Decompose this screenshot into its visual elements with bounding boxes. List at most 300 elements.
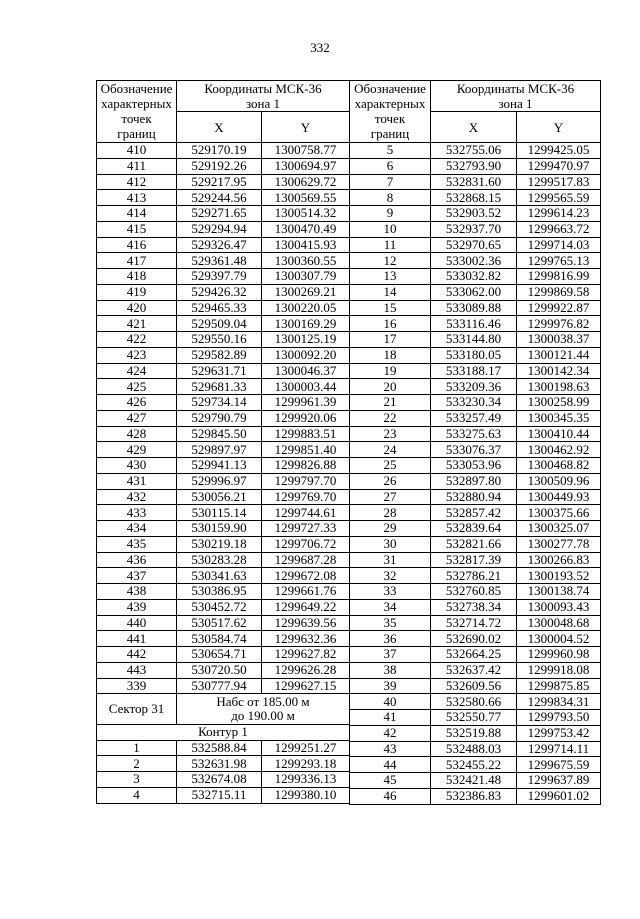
- table-row: [350, 694, 601, 710]
- y-value: 1299637.89: [517, 773, 601, 789]
- y-value: 1299744.61: [262, 505, 350, 521]
- y-value: 1299336.13: [262, 772, 350, 788]
- table-row: [97, 269, 350, 285]
- point-id: 17: [350, 332, 431, 348]
- table-row: [350, 347, 601, 363]
- x-value: 532714.72: [431, 615, 517, 631]
- point-id: 36: [350, 631, 431, 647]
- x-value: 532786.21: [431, 568, 517, 584]
- x-value: 532821.66: [431, 536, 517, 552]
- point-id: 21: [350, 395, 431, 411]
- point-id: 10: [350, 221, 431, 237]
- point-id: 442: [97, 647, 177, 663]
- y-value: 1300345.35: [517, 410, 601, 426]
- x-value: 530720.50: [177, 662, 262, 678]
- y-value: 1300269.21: [262, 284, 350, 300]
- point-id: 29: [350, 521, 431, 537]
- point-id: 428: [97, 426, 177, 442]
- x-value: 532637.42: [431, 662, 517, 678]
- y-value: 1299727.33: [262, 521, 350, 537]
- table-row: [350, 158, 601, 174]
- table-row: [97, 190, 350, 206]
- point-id: 39: [350, 678, 431, 694]
- table-row: [350, 379, 601, 395]
- x-value: 529996.97: [177, 473, 262, 489]
- point-id: 429: [97, 442, 177, 458]
- x-value: 533089.88: [431, 300, 517, 316]
- x-value: 530584.74: [177, 631, 262, 647]
- point-id: 433: [97, 505, 177, 521]
- x-value: 529170.19: [177, 143, 262, 159]
- table-row: [97, 347, 350, 363]
- table-row: [97, 647, 350, 663]
- point-id: 12: [350, 253, 431, 269]
- point-id: 27: [350, 489, 431, 505]
- x-value: 532857.42: [431, 505, 517, 521]
- x-value: 529941.13: [177, 458, 262, 474]
- y-value: 1300410.44: [517, 426, 601, 442]
- table-row: [97, 379, 350, 395]
- point-id: 434: [97, 521, 177, 537]
- table-row: [97, 158, 350, 174]
- y-value: 1299565.59: [517, 190, 601, 206]
- point-id: 25: [350, 458, 431, 474]
- x-value: 532580.66: [431, 694, 517, 710]
- x-value: 529217.95: [177, 174, 262, 190]
- y-value: 1300307.79: [262, 269, 350, 285]
- table-row: [97, 662, 350, 678]
- y-value: 1300277.78: [517, 536, 601, 552]
- sector-height-from: Набс от 185.00 м: [177, 694, 350, 709]
- point-id: 38: [350, 662, 431, 678]
- table-row: [350, 269, 601, 285]
- y-value: 1299920.06: [262, 410, 350, 426]
- x-value: 533032.82: [431, 269, 517, 285]
- x-value: 532738.34: [431, 599, 517, 615]
- point-id: 37: [350, 647, 431, 663]
- x-value: 529897.97: [177, 442, 262, 458]
- point-id: 438: [97, 584, 177, 600]
- table-row: [350, 174, 601, 190]
- point-id: 416: [97, 237, 177, 253]
- y-value: 1300449.93: [517, 489, 601, 505]
- x-value: 533230.34: [431, 395, 517, 411]
- point-id: 411: [97, 158, 177, 174]
- table-row: [97, 615, 350, 631]
- x-value: 532880.94: [431, 489, 517, 505]
- y-value: 1299632.36: [262, 631, 350, 647]
- table-row: [350, 678, 601, 694]
- sector-row: [97, 694, 350, 709]
- point-id: 422: [97, 332, 177, 348]
- point-id: 425: [97, 379, 177, 395]
- x-value: 533257.49: [431, 410, 517, 426]
- y-value: 1300462.92: [517, 442, 601, 458]
- x-value: 533116.46: [431, 316, 517, 332]
- point-id: 28: [350, 505, 431, 521]
- x-value: 532817.39: [431, 552, 517, 568]
- x-value: 532831.60: [431, 174, 517, 190]
- table-row: [97, 552, 350, 568]
- x-value: 532755.06: [431, 143, 517, 159]
- point-id: 423: [97, 347, 177, 363]
- x-value: 532868.15: [431, 190, 517, 206]
- y-value: 1299687.28: [262, 552, 350, 568]
- table-row: [350, 505, 601, 521]
- y-value: 1299627.82: [262, 647, 350, 663]
- x-value: 533002.36: [431, 253, 517, 269]
- x-value: 532897.80: [431, 473, 517, 489]
- y-value: 1299251.27: [262, 740, 350, 756]
- table-row: [97, 458, 350, 474]
- y-value: 1299875.85: [517, 678, 601, 694]
- point-id: 20: [350, 379, 431, 395]
- y-value: 1299960.98: [517, 647, 601, 663]
- point-id: 42: [350, 725, 431, 741]
- y-value: 1300138.74: [517, 584, 601, 600]
- x-value: 530654.71: [177, 647, 262, 663]
- point-id: 440: [97, 615, 177, 631]
- table-row: [350, 489, 601, 505]
- y-value: 1299601.02: [517, 788, 601, 804]
- point-id: 16: [350, 316, 431, 332]
- x-header: X: [177, 112, 262, 143]
- point-id: 410: [97, 143, 177, 159]
- y-value: 1300093.43: [517, 599, 601, 615]
- x-value: 532631.98: [177, 756, 262, 772]
- y-value: 1300468.82: [517, 458, 601, 474]
- point-id: 339: [97, 678, 177, 694]
- x-value: 530517.62: [177, 615, 262, 631]
- y-value: 1300048.68: [517, 615, 601, 631]
- designation-header: Обозначение характерных точек границ: [350, 81, 431, 143]
- x-value: 532690.02: [431, 631, 517, 647]
- point-id: 45: [350, 773, 431, 789]
- point-id: 14: [350, 284, 431, 300]
- x-value: 529192.26: [177, 158, 262, 174]
- x-value: 533275.63: [431, 426, 517, 442]
- table-row: [350, 615, 601, 631]
- x-value: 529326.47: [177, 237, 262, 253]
- table-row: [350, 284, 601, 300]
- table-row: [97, 410, 350, 426]
- y-value: 1299976.82: [517, 316, 601, 332]
- y-value: 1300142.34: [517, 363, 601, 379]
- y-value: 1300003.44: [262, 379, 350, 395]
- point-id: 5: [350, 143, 431, 159]
- table-row: [350, 316, 601, 332]
- y-value: 1299797.70: [262, 473, 350, 489]
- x-value: 530341.63: [177, 568, 262, 584]
- table-row: [350, 143, 601, 159]
- y-value: 1300125.19: [262, 332, 350, 348]
- table-row: [350, 536, 601, 552]
- coordinates-header: Координаты МСК-36 зона 1: [431, 81, 601, 112]
- point-id: 439: [97, 599, 177, 615]
- x-value: 529845.50: [177, 426, 262, 442]
- x-value: 532760.85: [431, 584, 517, 600]
- coordinates-table-right: [349, 80, 601, 805]
- table-row: [350, 599, 601, 615]
- x-value: 533053.96: [431, 458, 517, 474]
- point-id: 43: [350, 741, 431, 757]
- table-row: [97, 787, 350, 803]
- point-id: 23: [350, 426, 431, 442]
- point-id: 413: [97, 190, 177, 206]
- point-id: 412: [97, 174, 177, 190]
- y-value: 1299470.97: [517, 158, 601, 174]
- table-row: [350, 300, 601, 316]
- y-value: 1300169.29: [262, 316, 350, 332]
- table-row: [350, 788, 601, 804]
- y-value: 1300258.99: [517, 395, 601, 411]
- x-value: 533209.36: [431, 379, 517, 395]
- point-id: 415: [97, 221, 177, 237]
- y-value: 1300038.37: [517, 332, 601, 348]
- x-value: 533062.00: [431, 284, 517, 300]
- table-row: [97, 316, 350, 332]
- x-value: 533180.05: [431, 347, 517, 363]
- y-value: 1299883.51: [262, 426, 350, 442]
- x-value: 529244.56: [177, 190, 262, 206]
- y-value: 1300509.96: [517, 473, 601, 489]
- x-value: 529681.33: [177, 379, 262, 395]
- table-row: [350, 426, 601, 442]
- point-id: 30: [350, 536, 431, 552]
- x-value: 532937.70: [431, 221, 517, 237]
- x-value: 532421.48: [431, 773, 517, 789]
- y-value: 1299769.70: [262, 489, 350, 505]
- y-value: 1300375.66: [517, 505, 601, 521]
- y-value: 1299714.11: [517, 741, 601, 757]
- coordinates-table-left: [96, 80, 350, 804]
- y-value: 1300004.52: [517, 631, 601, 647]
- table-row: [350, 725, 601, 741]
- table-row: [350, 552, 601, 568]
- table-row: [97, 584, 350, 600]
- point-id: 2: [97, 756, 177, 772]
- x-value: 530777.94: [177, 678, 262, 694]
- table-row: [350, 237, 601, 253]
- x-value: 533076.37: [431, 442, 517, 458]
- y-value: 1299706.72: [262, 536, 350, 552]
- y-value: 1300629.72: [262, 174, 350, 190]
- y-value: 1300514.32: [262, 206, 350, 222]
- y-value: 1299834.31: [517, 694, 601, 710]
- x-value: 529361.48: [177, 253, 262, 269]
- point-id: 11: [350, 237, 431, 253]
- table-row: [350, 221, 601, 237]
- table-row: [97, 300, 350, 316]
- table-row: [97, 206, 350, 222]
- x-value: 532903.52: [431, 206, 517, 222]
- point-id: 34: [350, 599, 431, 615]
- x-value: 532519.88: [431, 725, 517, 741]
- y-value: 1299661.76: [262, 584, 350, 600]
- table-row: [350, 584, 601, 600]
- y-value: 1300266.83: [517, 552, 601, 568]
- table-row: [97, 599, 350, 615]
- point-id: 417: [97, 253, 177, 269]
- table-row: [97, 237, 350, 253]
- y-header: Y: [262, 112, 350, 143]
- table-row: [350, 757, 601, 773]
- point-id: 9: [350, 206, 431, 222]
- point-id: 435: [97, 536, 177, 552]
- y-value: 1300325.07: [517, 521, 601, 537]
- y-value: 1299922.87: [517, 300, 601, 316]
- table-row: [97, 772, 350, 788]
- y-value: 1299753.42: [517, 725, 601, 741]
- x-value: 529426.32: [177, 284, 262, 300]
- y-value: 1299765.13: [517, 253, 601, 269]
- x-value: 532664.25: [431, 647, 517, 663]
- x-value: 529294.94: [177, 221, 262, 237]
- designation-header: Обозначение характерных точек границ: [97, 81, 177, 143]
- table-row: [97, 332, 350, 348]
- point-id: 8: [350, 190, 431, 206]
- x-value: 532839.64: [431, 521, 517, 537]
- x-value: 530283.28: [177, 552, 262, 568]
- point-id: 436: [97, 552, 177, 568]
- x-value: 529465.33: [177, 300, 262, 316]
- x-value: 533188.17: [431, 363, 517, 379]
- table-row: [350, 395, 601, 411]
- point-id: 420: [97, 300, 177, 316]
- y-value: 1299714.03: [517, 237, 601, 253]
- point-id: 32: [350, 568, 431, 584]
- x-value: 529550.16: [177, 332, 262, 348]
- y-value: 1299517.83: [517, 174, 601, 190]
- x-value: 532715.11: [177, 787, 262, 803]
- point-id: 421: [97, 316, 177, 332]
- point-id: 31: [350, 552, 431, 568]
- table-row: [350, 410, 601, 426]
- table-row: [350, 710, 601, 726]
- point-id: 15: [350, 300, 431, 316]
- table-row: [97, 363, 350, 379]
- table-row: [97, 521, 350, 537]
- sector-height-to: до 190.00 м: [177, 709, 350, 724]
- x-value: 529631.71: [177, 363, 262, 379]
- x-value: 530219.18: [177, 536, 262, 552]
- table-row: [97, 174, 350, 190]
- x-header: X: [431, 112, 517, 143]
- table-row: [350, 521, 601, 537]
- y-value: 1299816.99: [517, 269, 601, 285]
- x-value: 532609.56: [431, 678, 517, 694]
- y-value: 1299425.05: [517, 143, 601, 159]
- table-row: [97, 426, 350, 442]
- table-row: [97, 395, 350, 411]
- point-id: 6: [350, 158, 431, 174]
- coordinates-header: Координаты МСК-36 зона 1: [177, 81, 350, 112]
- point-id: 430: [97, 458, 177, 474]
- x-value: 529582.89: [177, 347, 262, 363]
- y-value: 1299663.72: [517, 221, 601, 237]
- y-value: 1299918.08: [517, 662, 601, 678]
- y-value: 1300220.05: [262, 300, 350, 316]
- y-value: 1299869.58: [517, 284, 601, 300]
- y-value: 1300758.77: [262, 143, 350, 159]
- x-value: 532793.90: [431, 158, 517, 174]
- point-id: 414: [97, 206, 177, 222]
- y-value: 1299293.18: [262, 756, 350, 772]
- table-row: [350, 662, 601, 678]
- table-row: [97, 505, 350, 521]
- x-value: 532455.22: [431, 757, 517, 773]
- point-id: 424: [97, 363, 177, 379]
- y-value: 1300470.49: [262, 221, 350, 237]
- y-value: 1299961.39: [262, 395, 350, 411]
- x-value: 532970.65: [431, 237, 517, 253]
- point-id: 418: [97, 269, 177, 285]
- point-id: 24: [350, 442, 431, 458]
- table-row: [350, 206, 601, 222]
- y-header: Y: [517, 112, 601, 143]
- x-value: 529397.79: [177, 269, 262, 285]
- contour-label: Контур 1: [97, 724, 350, 740]
- y-value: 1299675.59: [517, 757, 601, 773]
- point-id: 3: [97, 772, 177, 788]
- x-value: 532386.83: [431, 788, 517, 804]
- point-id: 35: [350, 615, 431, 631]
- table-row: [97, 221, 350, 237]
- table-row: [97, 253, 350, 269]
- y-value: 1299649.22: [262, 599, 350, 615]
- x-value: 529790.79: [177, 410, 262, 426]
- point-id: 432: [97, 489, 177, 505]
- table-row: [350, 363, 601, 379]
- table-row: [97, 740, 350, 756]
- point-id: 431: [97, 473, 177, 489]
- table-row: [350, 458, 601, 474]
- y-value: 1299672.08: [262, 568, 350, 584]
- point-id: 40: [350, 694, 431, 710]
- y-value: 1299826.88: [262, 458, 350, 474]
- point-id: 26: [350, 473, 431, 489]
- y-value: 1299626.28: [262, 662, 350, 678]
- y-value: 1299380.10: [262, 787, 350, 803]
- point-id: 4: [97, 787, 177, 803]
- x-value: 530386.95: [177, 584, 262, 600]
- y-value: 1299614.23: [517, 206, 601, 222]
- table-row: [97, 442, 350, 458]
- table-row: [97, 143, 350, 159]
- x-value: 529734.14: [177, 395, 262, 411]
- table-row: [97, 536, 350, 552]
- table-row: [97, 631, 350, 647]
- point-id: 46: [350, 788, 431, 804]
- point-id: 1: [97, 740, 177, 756]
- table-row: [97, 678, 350, 694]
- table-row: [350, 332, 601, 348]
- point-id: 437: [97, 568, 177, 584]
- y-value: 1299639.56: [262, 615, 350, 631]
- table-row: [350, 253, 601, 269]
- y-value: 1300569.55: [262, 190, 350, 206]
- table-row: [97, 284, 350, 300]
- y-value: 1299627.15: [262, 678, 350, 694]
- point-id: 426: [97, 395, 177, 411]
- x-value: 532674.08: [177, 772, 262, 788]
- y-value: 1300092.20: [262, 347, 350, 363]
- table-row: [350, 631, 601, 647]
- point-id: 13: [350, 269, 431, 285]
- y-value: 1300046.37: [262, 363, 350, 379]
- page-number: 332: [310, 40, 330, 55]
- point-id: 419: [97, 284, 177, 300]
